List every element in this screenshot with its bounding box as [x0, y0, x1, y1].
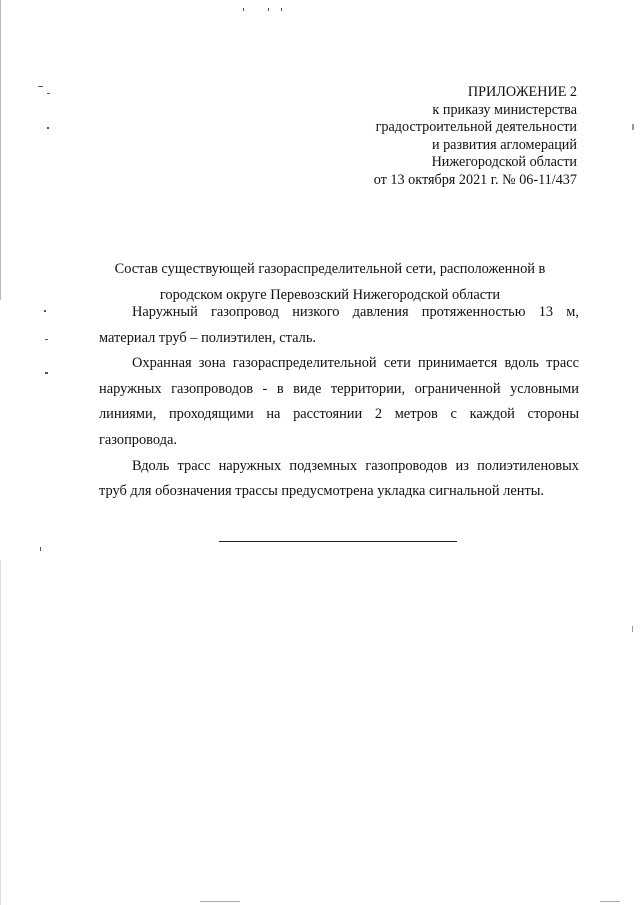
annex-line-3: и развития агломераций: [431, 136, 577, 153]
scan-speck: [200, 901, 240, 902]
title-line-2: городском округе Перевозский Нижегородской области: [159, 287, 501, 303]
scan-speck: [47, 93, 50, 94]
scan-speck: [632, 124, 634, 130]
scan-speck: [47, 127, 49, 129]
document-body: [99, 300, 579, 505]
scan-speck: [632, 626, 633, 632]
scan-speck: [243, 8, 244, 11]
scan-speck: [38, 86, 43, 87]
closing-rule: [219, 541, 457, 542]
paragraph-pipeline: Наружный газопровод низкого давления протяженностью 13 м, материал труб – полиэтилен, сталь.: [99, 304, 579, 346]
title-line-1: Состав существующей газораспределительной сети, расположенной в: [114, 261, 546, 277]
annex-heading: ПРИЛОЖЕНИЕ 2: [467, 84, 577, 100]
scan-speck: [45, 372, 48, 374]
scan-speck: [600, 901, 620, 902]
annex-header: [374, 84, 577, 190]
annex-line-2: градостроительной деятельности: [375, 119, 577, 136]
scan-edge-line: [0, 0, 1, 300]
paragraph-protection-zone: Охранная зона газораспределительной сети принимается вдоль трасс наружных газопроводов - в виде территории, ограниченной условными линиями, проходящими на расстоянии 2 метров с каждой стороны газопровода.: [99, 355, 579, 448]
annex-line-4: Нижегородской области: [431, 154, 577, 171]
annex-order-reference: от 13 октября 2021 г. № 06-11/437: [373, 171, 577, 188]
scan-speck: [281, 8, 282, 11]
paragraph-signal-tape: Вдоль трасс наружных подземных газопроводов из полиэтиленовых труб для обозначения трассы предусмотрена укладка сигнальной ленты.: [99, 457, 579, 500]
scan-edge-line: [0, 560, 1, 905]
scan-speck: [45, 339, 48, 340]
annex-line-1: к приказу министерства: [432, 101, 577, 118]
scan-speck: [44, 310, 46, 312]
scan-speck: [268, 8, 269, 11]
scan-speck: [40, 547, 41, 551]
